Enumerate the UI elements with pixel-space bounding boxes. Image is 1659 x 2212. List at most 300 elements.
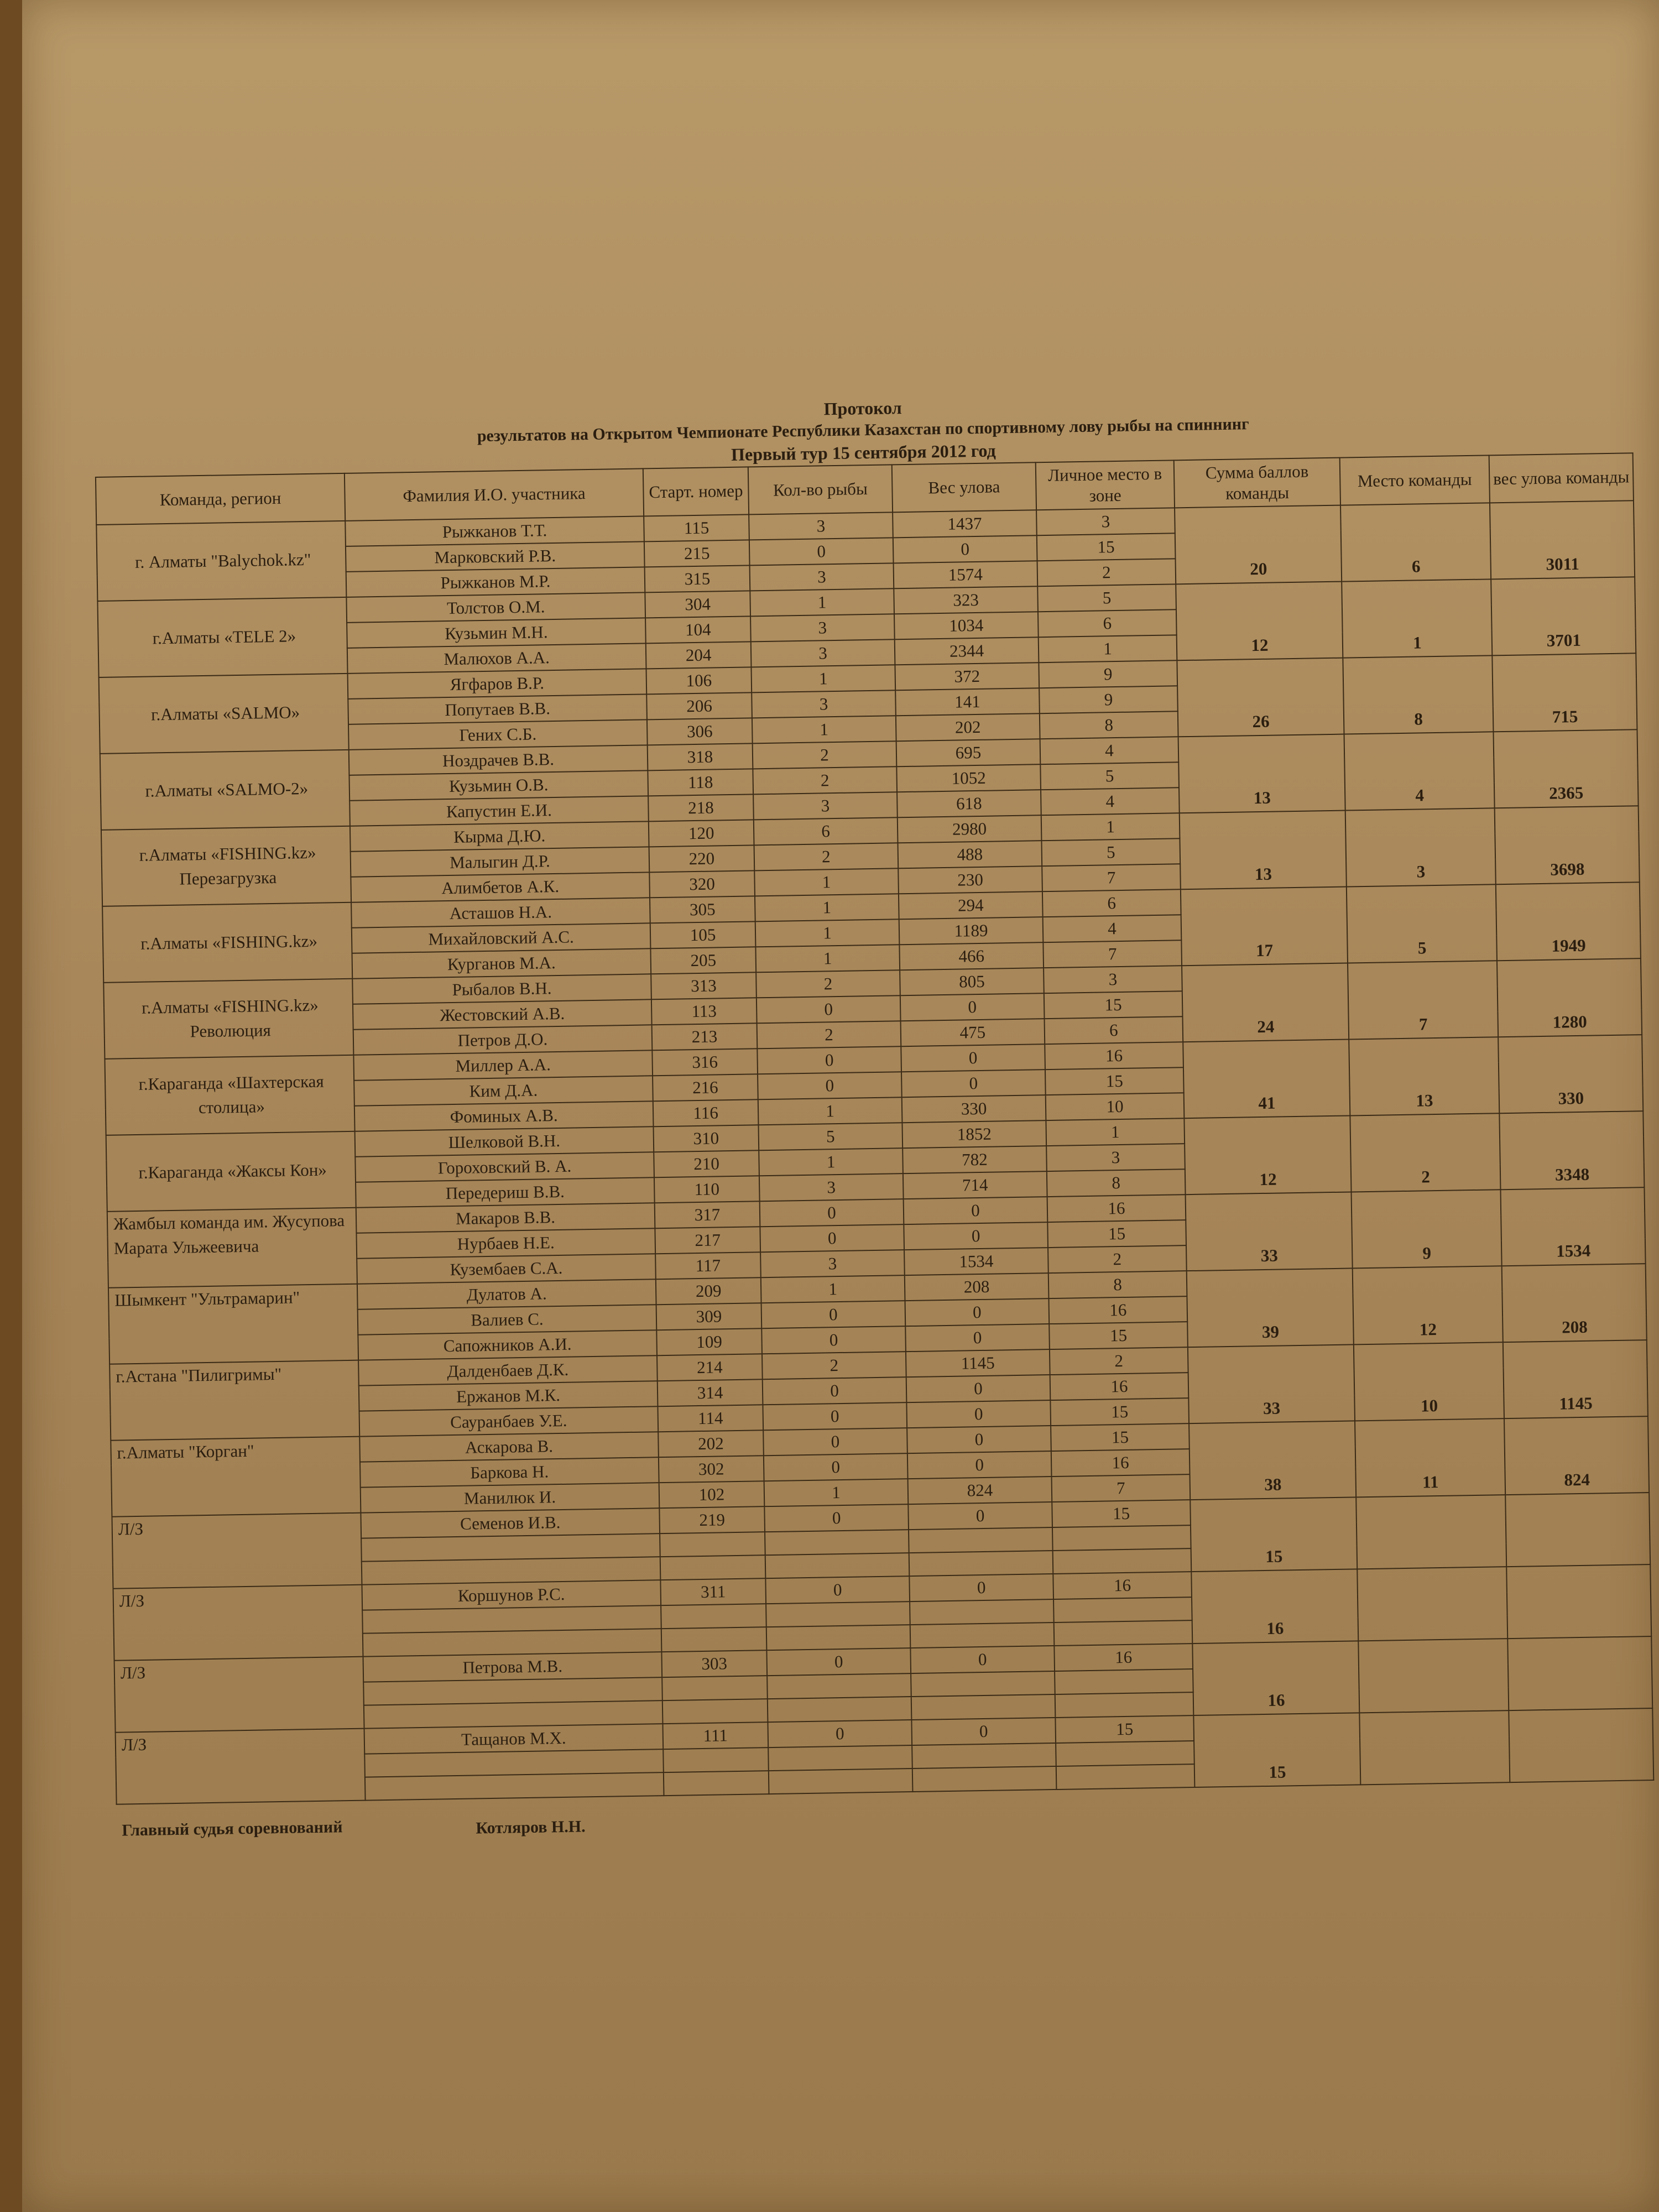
team-place [1359, 1710, 1510, 1785]
team-place: 2 [1350, 1113, 1500, 1192]
personal-place: 6 [1038, 609, 1177, 637]
team-place: 10 [1354, 1342, 1504, 1421]
personal-place [1055, 1669, 1193, 1694]
participant-name: Гених С.Б. [348, 719, 648, 749]
personal-place: 16 [1048, 1296, 1187, 1324]
participant-name: Марковский Р.В. [346, 541, 645, 571]
fish-count: 0 [766, 1648, 911, 1676]
start-number [662, 1676, 768, 1700]
catch-weight: 0 [906, 1400, 1051, 1428]
personal-place: 3 [1036, 508, 1175, 535]
start-number: 305 [650, 896, 755, 923]
fish-count [767, 1673, 911, 1699]
start-number [664, 1771, 769, 1796]
fish-count [766, 1625, 911, 1650]
catch-weight: 1852 [902, 1120, 1046, 1148]
catch-weight [912, 1766, 1057, 1792]
team-place: 1 [1342, 579, 1492, 658]
fish-count: 0 [764, 1504, 909, 1532]
start-number: 102 [659, 1481, 765, 1508]
personal-place: 6 [1042, 889, 1181, 917]
personal-place [1056, 1764, 1195, 1790]
catch-weight: 208 [905, 1273, 1049, 1301]
start-number: 106 [646, 667, 752, 694]
team-weight: 3348 [1499, 1111, 1644, 1190]
header-team-place: Место команды [1340, 455, 1490, 505]
personal-place: 1 [1041, 813, 1180, 841]
participant-name: Петрова М.В. [363, 1652, 662, 1682]
catch-weight: 202 [896, 713, 1040, 741]
fish-count: 0 [761, 1301, 906, 1328]
personal-place [1054, 1620, 1193, 1646]
start-number: 118 [648, 769, 753, 796]
team-points: 13 [1180, 811, 1347, 890]
personal-place: 15 [1045, 1067, 1184, 1095]
catch-weight: 475 [901, 1019, 1045, 1046]
team-place: 13 [1349, 1037, 1499, 1115]
team-place: 11 [1355, 1418, 1505, 1497]
catch-weight [912, 1743, 1056, 1768]
start-number: 303 [661, 1650, 767, 1677]
catch-weight: 0 [901, 1070, 1046, 1097]
catch-weight: 0 [905, 1298, 1050, 1326]
start-number: 114 [658, 1405, 763, 1432]
personal-place: 16 [1054, 1644, 1193, 1671]
participant-name: Ноздрачев В.В. [349, 745, 648, 775]
catch-weight: 488 [898, 841, 1042, 868]
start-number: 115 [644, 514, 749, 541]
participant-name [365, 1772, 664, 1800]
team-region-cell: г.Алматы «FISHING.kz» Революция [103, 979, 353, 1059]
team-place [1357, 1567, 1507, 1641]
team-region-cell: г.Алматы «FISHING.kz» [102, 902, 352, 983]
participant-name: Кырма Д.Ю. [350, 821, 649, 851]
start-number: 306 [647, 718, 753, 745]
personal-place: 4 [1040, 737, 1179, 764]
catch-weight: 782 [902, 1146, 1047, 1173]
start-number [661, 1627, 767, 1652]
start-number: 318 [648, 743, 753, 770]
header-team-weight: вес улова команды [1489, 453, 1634, 503]
fish-count: 2 [754, 843, 899, 870]
personal-place: 15 [1037, 533, 1176, 561]
catch-weight: 0 [900, 993, 1045, 1021]
catch-weight: 0 [911, 1718, 1056, 1745]
catch-weight: 466 [899, 942, 1044, 970]
fish-count: 1 [755, 894, 899, 921]
catch-weight: 2344 [895, 637, 1039, 665]
personal-place: 2 [1037, 559, 1176, 586]
team-points: 13 [1178, 734, 1345, 813]
header-team-points: Сумма баллов команды [1174, 458, 1340, 508]
start-number: 116 [653, 1099, 759, 1126]
catch-weight: 1034 [894, 612, 1039, 639]
personal-place: 4 [1043, 915, 1182, 942]
personal-place [1052, 1525, 1191, 1551]
catch-weight: 1534 [904, 1248, 1048, 1275]
team-region-cell: Жамбыл команда им. Жусупова Марата Ульжеевича [107, 1208, 357, 1288]
participant-name: Валиев С. [358, 1305, 657, 1334]
personal-place [1053, 1597, 1192, 1623]
personal-place: 9 [1039, 660, 1177, 688]
start-number: 317 [655, 1201, 760, 1228]
fish-count [766, 1601, 910, 1627]
participant-name: Коршунов Р.С. [362, 1580, 661, 1610]
fish-count: 2 [757, 1021, 901, 1048]
team-points: 12 [1176, 582, 1343, 661]
personal-place: 3 [1044, 966, 1182, 993]
fish-count: 2 [762, 1352, 906, 1379]
start-number: 117 [655, 1252, 761, 1279]
fish-count: 3 [753, 792, 898, 820]
catch-weight: 695 [896, 739, 1041, 766]
start-number: 220 [649, 845, 755, 872]
team-points: 20 [1175, 505, 1342, 585]
catch-weight: 714 [903, 1171, 1047, 1199]
personal-place: 15 [1055, 1715, 1194, 1743]
start-number: 202 [658, 1430, 764, 1457]
personal-place [1056, 1741, 1194, 1766]
fish-count: 3 [759, 1173, 904, 1201]
fish-count: 3 [752, 690, 896, 718]
team-points: 15 [1190, 1497, 1357, 1572]
team-place: 9 [1352, 1190, 1502, 1268]
start-number: 204 [646, 641, 752, 669]
chief-judge-label: Главный судья соревнований [122, 1818, 343, 1840]
team-place: 4 [1344, 732, 1495, 810]
start-number: 205 [650, 947, 756, 974]
personal-place [1053, 1548, 1192, 1574]
start-number: 214 [657, 1354, 763, 1381]
start-number: 109 [656, 1328, 762, 1355]
personal-place: 2 [1048, 1245, 1187, 1273]
team-points: 15 [1193, 1713, 1360, 1787]
start-number: 309 [656, 1303, 762, 1330]
catch-weight [910, 1599, 1054, 1625]
participant-name: Жестовский А.В. [353, 999, 652, 1029]
team-weight: 1280 [1497, 958, 1642, 1037]
participant-name: Михайловский А.С. [352, 923, 651, 953]
team-region-cell: г. Алматы "Balychok.kz" [96, 521, 346, 601]
fish-count: 0 [764, 1453, 908, 1481]
participant-name: Нурбаев Н.Е. [356, 1228, 655, 1258]
fish-count: 0 [768, 1720, 912, 1747]
team-region-cell: г.Алматы «SALMO» [99, 674, 349, 754]
catch-weight: 0 [893, 535, 1037, 563]
start-number: 209 [656, 1277, 761, 1305]
participant-name: Малыгин Д.Р. [351, 847, 650, 877]
team-place: 7 [1348, 961, 1498, 1039]
catch-weight: 323 [894, 586, 1038, 614]
start-number: 216 [653, 1074, 758, 1101]
fish-count: 0 [757, 995, 901, 1023]
catch-weight: 294 [899, 891, 1043, 919]
fish-count [768, 1745, 912, 1771]
header-start-number: Старт. номер [643, 467, 749, 516]
personal-place: 3 [1046, 1144, 1185, 1171]
team-weight: 208 [1502, 1264, 1647, 1342]
header-personal-place: Личное место в зоне [1036, 460, 1175, 510]
personal-place: 16 [1047, 1194, 1186, 1222]
document-subtitle: результатов на Открытом Чемпионате Республики Казахстан по спортивному лову рыбы на спиннинг [477, 415, 1249, 446]
start-number: 313 [651, 972, 757, 999]
fish-count: 1 [752, 716, 896, 743]
catch-weight: 2980 [898, 815, 1042, 843]
personal-place: 6 [1045, 1016, 1183, 1044]
team-points: 26 [1177, 658, 1344, 737]
fish-count: 0 [765, 1576, 910, 1604]
personal-place: 2 [1050, 1347, 1188, 1375]
fish-count: 0 [760, 1224, 904, 1252]
personal-place: 15 [1047, 1220, 1186, 1248]
personal-place: 10 [1046, 1093, 1185, 1120]
start-number: 320 [649, 870, 755, 898]
team-region-cell: г.Караганда «Шахтерская столица» [105, 1055, 354, 1135]
catch-weight [911, 1694, 1056, 1720]
fish-count: 0 [760, 1199, 904, 1227]
team-place: 3 [1345, 808, 1496, 886]
catch-weight: 0 [909, 1574, 1053, 1601]
fish-count: 0 [758, 1072, 902, 1099]
team-weight: 1534 [1500, 1187, 1645, 1266]
personal-place: 15 [1051, 1423, 1190, 1451]
fish-count: 1 [755, 919, 900, 947]
participant-name: Ержанов М.К. [359, 1381, 658, 1411]
start-number [660, 1532, 765, 1557]
catch-weight: 0 [910, 1646, 1055, 1673]
participant-name: Гороховский В. А. [355, 1152, 654, 1182]
personal-place: 4 [1041, 787, 1180, 815]
start-number [663, 1747, 769, 1772]
participant-name: Ким Д.А. [354, 1076, 653, 1105]
fish-count: 1 [755, 945, 900, 972]
start-number: 105 [650, 921, 756, 948]
start-number: 213 [652, 1023, 758, 1050]
fish-count: 1 [761, 1275, 905, 1303]
team-region-cell: г.Алматы «FISHING.kz» Перезагрузка [101, 826, 351, 906]
participant-name: Баркова Н. [360, 1457, 659, 1487]
catch-weight: 1437 [893, 510, 1037, 538]
personal-place: 1 [1046, 1118, 1185, 1146]
start-number: 218 [648, 794, 754, 821]
start-number [660, 1555, 766, 1580]
participant-name: Дулатов А. [357, 1279, 656, 1309]
participant-name: Миллер А.А. [353, 1050, 653, 1080]
participant-name: Ягфаров В.Р. [348, 669, 647, 698]
team-weight: 3698 [1495, 806, 1640, 884]
start-number: 113 [651, 998, 757, 1025]
personal-place: 15 [1044, 991, 1183, 1019]
paper-sheet [22, 0, 1659, 2212]
team-region-cell: г.Караганда «Жаксы Кон» [106, 1131, 356, 1212]
header-team: Команда, регион [96, 473, 345, 525]
header-catch-weight: Вес улова [892, 462, 1036, 512]
catch-weight [911, 1671, 1055, 1697]
participant-name: Кузембаев С.А. [357, 1254, 656, 1284]
catch-weight: 618 [897, 790, 1041, 817]
participant-name: Далденбаев Д.К. [358, 1355, 658, 1385]
catch-weight: 372 [895, 662, 1039, 690]
header-name: Фамилия И.О. участника [345, 468, 644, 520]
catch-weight: 230 [898, 866, 1042, 894]
start-number: 110 [654, 1176, 760, 1203]
catch-weight: 824 [908, 1477, 1052, 1504]
team-points: 33 [1186, 1192, 1353, 1271]
fish-count [769, 1768, 913, 1794]
participant-name: Кузьмин М.Н. [347, 618, 646, 648]
start-number: 304 [645, 591, 750, 618]
catch-weight: 0 [907, 1451, 1052, 1479]
personal-place: 16 [1045, 1042, 1183, 1070]
start-number: 314 [658, 1379, 763, 1406]
fish-count: 1 [759, 1148, 903, 1176]
start-number: 104 [645, 616, 751, 643]
document-title: Протокол [823, 398, 902, 419]
participant-name: Асташов Н.А. [351, 898, 650, 927]
participant-name: Рыжканов Т.Т. [345, 516, 644, 546]
results-body [96, 500, 1653, 1804]
participant-name: Малюхов А.А. [347, 643, 646, 673]
team-weight [1505, 1493, 1650, 1567]
team-region-cell: Л/З [116, 1729, 366, 1804]
participant-name: Попутаев В.В. [348, 694, 647, 724]
team-place: 8 [1343, 655, 1493, 734]
participant-name: Капустин Е.И. [349, 796, 649, 826]
participant-name: Рыжканов М.Р. [346, 567, 645, 597]
fish-count: 0 [761, 1326, 906, 1354]
personal-place: 9 [1039, 686, 1178, 713]
catch-weight: 1189 [899, 917, 1044, 945]
team-weight: 3011 [1490, 500, 1635, 579]
catch-weight: 0 [904, 1222, 1048, 1250]
start-number [662, 1699, 768, 1724]
start-number [661, 1604, 766, 1629]
personal-place: 1 [1039, 635, 1177, 662]
personal-place: 7 [1042, 864, 1181, 891]
team-points: 41 [1183, 1039, 1350, 1118]
team-region-cell: г.Алматы "Корган" [111, 1437, 361, 1517]
start-number: 215 [644, 540, 750, 567]
start-number: 120 [649, 820, 754, 847]
catch-weight: 0 [908, 1502, 1052, 1530]
participant-name: Тащанов М.Х. [364, 1724, 664, 1754]
team-points: 12 [1184, 1115, 1351, 1194]
team-weight: 824 [1504, 1416, 1649, 1495]
team-place [1356, 1495, 1506, 1569]
participant-name: Передериш В.В. [356, 1177, 655, 1207]
team-points: 38 [1189, 1421, 1356, 1500]
fish-count: 3 [750, 563, 894, 591]
personal-place: 5 [1040, 762, 1179, 790]
team-region-cell: Шымкент "Ультрамарин" [108, 1284, 358, 1364]
personal-place: 15 [1049, 1322, 1188, 1349]
start-number: 315 [645, 565, 750, 592]
results-table [95, 452, 1654, 1804]
personal-place: 16 [1051, 1449, 1190, 1477]
participant-name: Аскарова В. [359, 1432, 659, 1462]
participant-name: Семенов И.В. [361, 1508, 660, 1538]
participant-name: Курганов М.А. [352, 948, 651, 978]
catch-weight [909, 1551, 1053, 1576]
catch-weight: 0 [904, 1197, 1048, 1224]
catch-weight: 330 [902, 1095, 1046, 1123]
personal-place: 7 [1043, 940, 1182, 968]
team-weight [1509, 1708, 1653, 1782]
fish-count [765, 1553, 910, 1578]
team-weight: 3701 [1491, 577, 1636, 655]
personal-place: 5 [1041, 838, 1180, 866]
fish-count: 2 [753, 741, 897, 769]
fish-count: 3 [749, 512, 893, 540]
team-region-cell: г.Астана "Пилигримы" [109, 1360, 359, 1441]
team-region-cell: г.Алматы «SALMO-2» [100, 750, 350, 830]
personal-place: 7 [1052, 1474, 1191, 1502]
personal-place: 5 [1037, 584, 1176, 612]
team-weight [1507, 1636, 1652, 1710]
personal-place: 8 [1047, 1169, 1186, 1197]
participant-name: Толстов О.М. [346, 592, 645, 622]
catch-weight: 0 [901, 1044, 1045, 1072]
start-number: 210 [654, 1150, 759, 1177]
personal-place [1055, 1692, 1194, 1718]
team-weight: 715 [1492, 653, 1637, 732]
team-weight: 2365 [1493, 729, 1638, 808]
participant-name: Рыбалов В.Н. [352, 974, 651, 1004]
participant-name: Шелковой В.Н. [355, 1126, 654, 1156]
participant-name: Манилюк И. [361, 1483, 660, 1512]
fish-count: 0 [757, 1046, 901, 1074]
start-number: 217 [655, 1227, 760, 1254]
team-points: 39 [1187, 1268, 1354, 1347]
participant-name: Макаров В.В. [356, 1203, 655, 1233]
start-number: 316 [652, 1048, 758, 1076]
fish-count: 2 [756, 970, 900, 998]
catch-weight: 1574 [894, 561, 1038, 588]
team-points: 24 [1182, 963, 1349, 1042]
catch-weight [909, 1527, 1053, 1553]
team-points: 16 [1191, 1569, 1358, 1644]
team-points: 33 [1188, 1344, 1355, 1423]
personal-place: 8 [1040, 711, 1178, 739]
start-number: 302 [659, 1455, 764, 1483]
fish-count: 0 [763, 1428, 907, 1455]
catch-weight [910, 1623, 1055, 1648]
team-region-cell: Л/З [112, 1513, 362, 1589]
personal-place: 15 [1052, 1500, 1191, 1527]
team-weight: 1949 [1496, 882, 1641, 961]
document-round: Первый тур 15 сентября 2012 год [731, 440, 996, 465]
participant-name: Кузьмин О.В. [349, 770, 648, 800]
fish-count: 1 [750, 588, 894, 616]
team-region-cell: г.Алматы «TELE 2» [97, 597, 347, 677]
header-fish-count: Кол-во рыбы [748, 465, 893, 514]
fish-count [765, 1530, 909, 1555]
fish-count: 1 [764, 1479, 909, 1506]
start-number: 111 [662, 1722, 768, 1749]
fish-count: 3 [760, 1250, 905, 1277]
fish-count: 0 [763, 1377, 907, 1405]
team-place [1358, 1639, 1509, 1713]
fish-count: 1 [758, 1097, 902, 1125]
fish-count: 0 [763, 1402, 907, 1430]
fish-count: 1 [754, 868, 899, 896]
start-number: 206 [646, 692, 752, 719]
catch-weight: 1145 [906, 1349, 1050, 1377]
team-region-cell: Л/З [113, 1585, 363, 1661]
participant-name: Фоминых А.В. [354, 1101, 654, 1131]
fish-count: 3 [751, 639, 895, 667]
personal-place: 15 [1050, 1398, 1189, 1426]
